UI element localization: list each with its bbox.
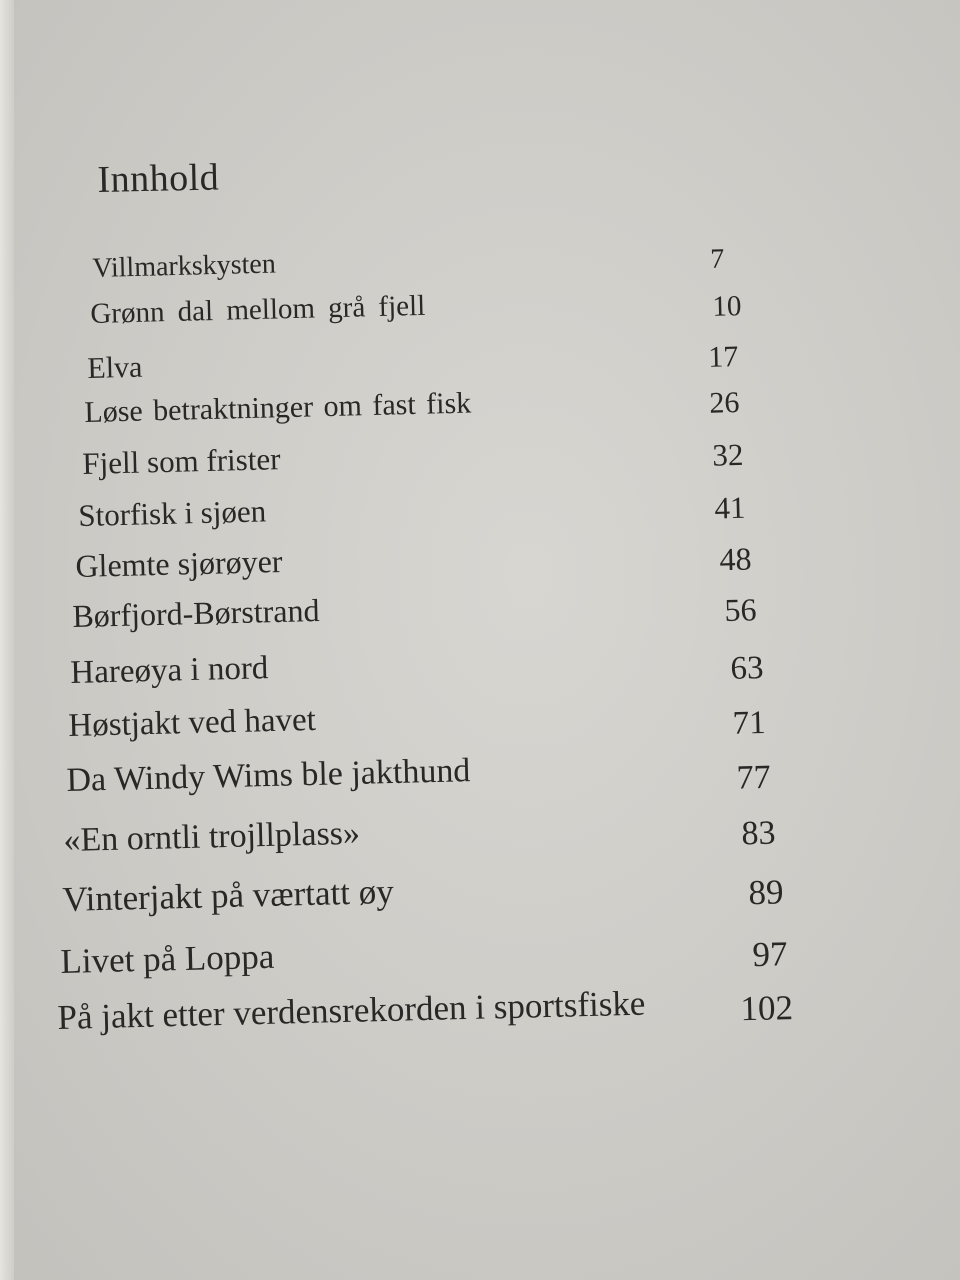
- chapter-title: Da Windy Wims ble jakthund: [66, 752, 471, 799]
- page-number: 48: [719, 540, 752, 578]
- chapter-title: På jakt etter verdensrekorden i sportsfiske: [57, 983, 646, 1037]
- page-number: 83: [741, 814, 776, 853]
- page-number: 17: [707, 340, 739, 374]
- chapter-title: Fjell som frister: [82, 441, 281, 481]
- toc-title: Innhold: [97, 156, 220, 201]
- chapter-title: Elva: [87, 350, 143, 385]
- chapter-title: Hareøya i nord: [70, 650, 269, 691]
- chapter-title: Børfjord-Børstrand: [72, 591, 320, 634]
- page-number: 32: [711, 436, 744, 473]
- chapter-title: Livet på Loppa: [60, 936, 275, 981]
- chapter-title: Vinterjakt på værtatt øy: [62, 871, 395, 919]
- page-number: 77: [736, 758, 772, 797]
- page-number: 102: [739, 988, 794, 1029]
- page-number: 97: [752, 934, 788, 975]
- chapter-title: Grønn dal mellom grå fjell: [90, 289, 426, 330]
- page-number: 63: [730, 650, 764, 687]
- page-number: 26: [708, 385, 740, 420]
- chapter-title: «En orntli trojllplass»: [63, 814, 361, 859]
- chapter-title: Villmarkskysten: [92, 248, 277, 284]
- chapter-title: Løse betraktninger om fast fisk: [84, 386, 472, 429]
- page-number: 7: [709, 243, 725, 275]
- page-number: 56: [724, 591, 757, 629]
- chapter-title: Storfisk i sjøen: [78, 493, 267, 533]
- page-number: 41: [714, 489, 746, 526]
- chapter-title: Høstjakt ved havet: [68, 701, 317, 744]
- chapter-title: Glemte sjørøyer: [75, 542, 283, 584]
- page-number: 71: [732, 704, 767, 742]
- page-number: 89: [748, 872, 784, 913]
- page-number: 10: [712, 290, 742, 323]
